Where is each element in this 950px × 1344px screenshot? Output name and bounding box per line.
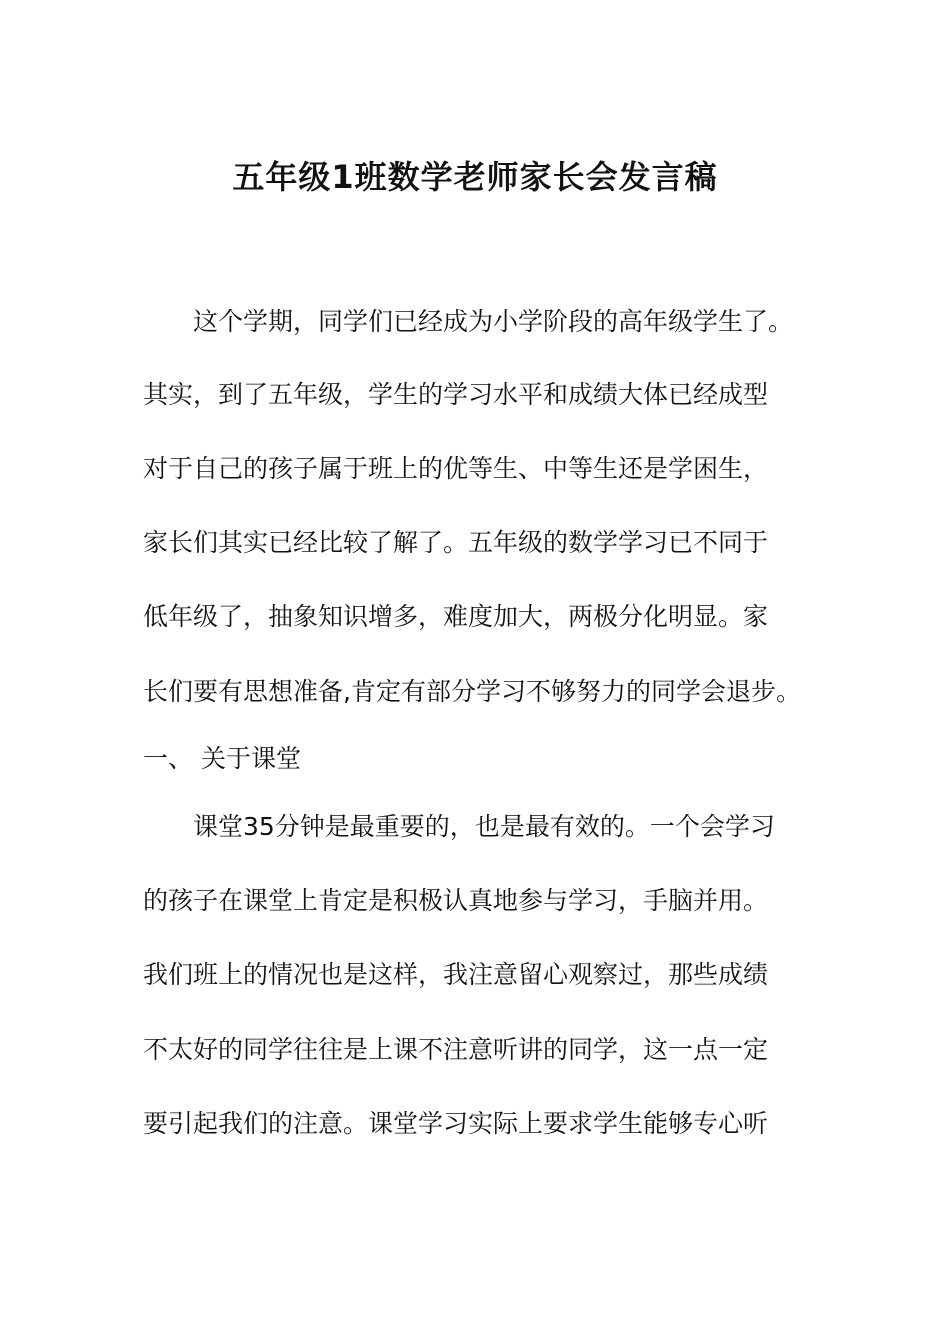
paragraph-line: 家长们其实已经比较了解了。五年级的数学学习已不同于 [143,528,769,557]
document-title: 五年级1班数学老师家长会发言稿 [232,158,718,196]
paragraph-line: 的孩子在课堂上肯定是积极认真地参与学习，手脑并用。 [143,886,769,915]
paragraph-line: 我们班上的情况也是这样，我注意留心观察过，那些成绩 [143,960,769,989]
section-heading: 一、 关于课堂 [143,744,301,773]
paragraph-line: 不太好的同学往往是上课不注意听讲的同学，这一点一定 [143,1035,769,1064]
paragraph-line: 要引起我们的注意。课堂学习实际上要求学生能够专心听 [143,1109,769,1138]
paragraph-line: 对于自己的孩子属于班上的优等生、中等生还是学困生， [143,454,769,483]
paragraph-line: 课堂35分钟是最重要的，也是最有效的。一个会学习 [193,812,775,841]
paragraph-line: 长们要有思想准备,肯定有部分学习不够努力的同学会退步。 [143,677,801,706]
paragraph-line: 这个学期，同学们已经成为小学阶段的高年级学生了。 [193,307,794,336]
paragraph-line: 其实，到了五年级，学生的学习水平和成绩大体已经成型 [143,380,769,409]
paragraph-line: 低年级了，抽象知识增多，难度加大，两极分化明显。家 [143,602,769,631]
